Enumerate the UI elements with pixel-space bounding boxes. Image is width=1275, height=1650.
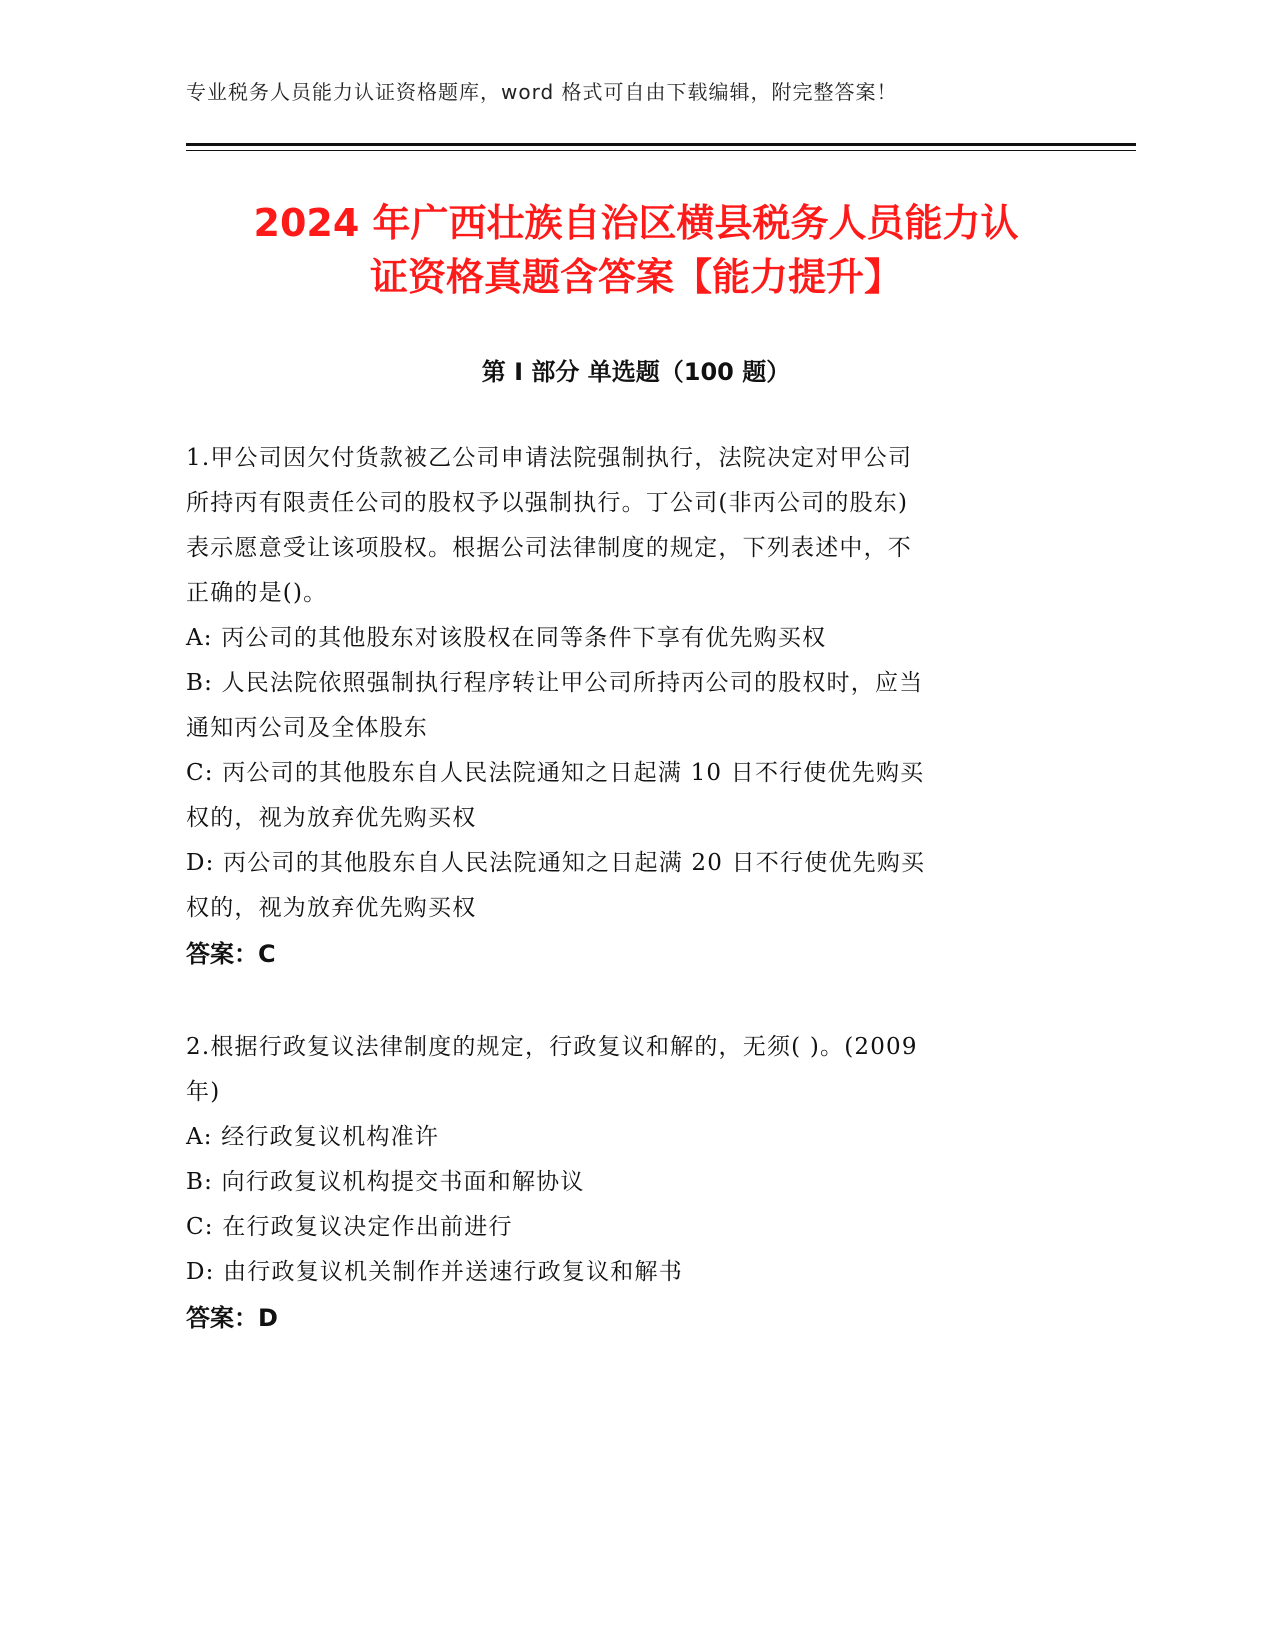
question-stem-line: 1.甲公司因欠付货款被乙公司申请法院强制执行，法院决定对甲公司 <box>186 445 913 471</box>
option-b-line: B: 人民法院依照强制执行程序转让甲公司所持丙公司的股权时，应当 <box>186 670 924 696</box>
option-c-line: C: 丙公司的其他股东自人民法院通知之日起满 10 日不行使优先购买 <box>186 760 925 786</box>
question-2 <box>186 1025 1066 1341</box>
header-divider-thick <box>186 143 1136 146</box>
question-list <box>186 436 1066 1389</box>
option-b-line: 通知丙公司及全体股东 <box>186 715 428 741</box>
document-title <box>186 196 1086 304</box>
option-d-line: D: 丙公司的其他股东自人民法院通知之日起满 20 日不行使优先购买 <box>186 850 926 876</box>
answer-line: 答案：D <box>186 1304 278 1332</box>
question-stem-line: 表示愿意受让该项股权。根据公司法律制度的规定，下列表述中，不 <box>186 535 912 561</box>
question-stem-line: 2.根据行政复议法律制度的规定，行政复议和解的，无须( )。(2009 <box>186 1034 918 1060</box>
answer-line: 答案：C <box>186 940 276 968</box>
option-a-line: A: 经行政复议机构准许 <box>186 1124 440 1150</box>
question-stem-line: 所持丙有限责任公司的股权予以强制执行。丁公司(非丙公司的股东) <box>186 490 909 516</box>
question-1 <box>186 436 1066 977</box>
option-a-line: A: 丙公司的其他股东对该股权在同等条件下享有优先购买权 <box>186 625 827 651</box>
section-title: 第 I 部分 单选题（100 题） <box>481 358 791 386</box>
option-c-line: 权的，视为放弃优先购买权 <box>186 805 477 831</box>
document-title-line-1: 2024 年广西壮族自治区横县税务人员能力认 <box>253 201 1019 245</box>
option-c-line: C: 在行政复议决定作出前进行 <box>186 1214 513 1240</box>
option-d-line: 权的，视为放弃优先购买权 <box>186 895 477 921</box>
document-title-line-2: 证资格真题含答案【能力提升】 <box>369 255 902 299</box>
option-d-line: D: 由行政复议机关制作并送速行政复议和解书 <box>186 1259 683 1285</box>
question-stem-line: 正确的是()。 <box>186 580 328 606</box>
header-divider-thin <box>186 150 1136 151</box>
header-note: 专业税务人员能力认证资格题库，word 格式可自由下载编辑，附完整答案！ <box>186 80 898 104</box>
option-b-line: B: 向行政复议机构提交书面和解协议 <box>186 1169 585 1195</box>
question-stem-line: 年) <box>186 1079 221 1105</box>
